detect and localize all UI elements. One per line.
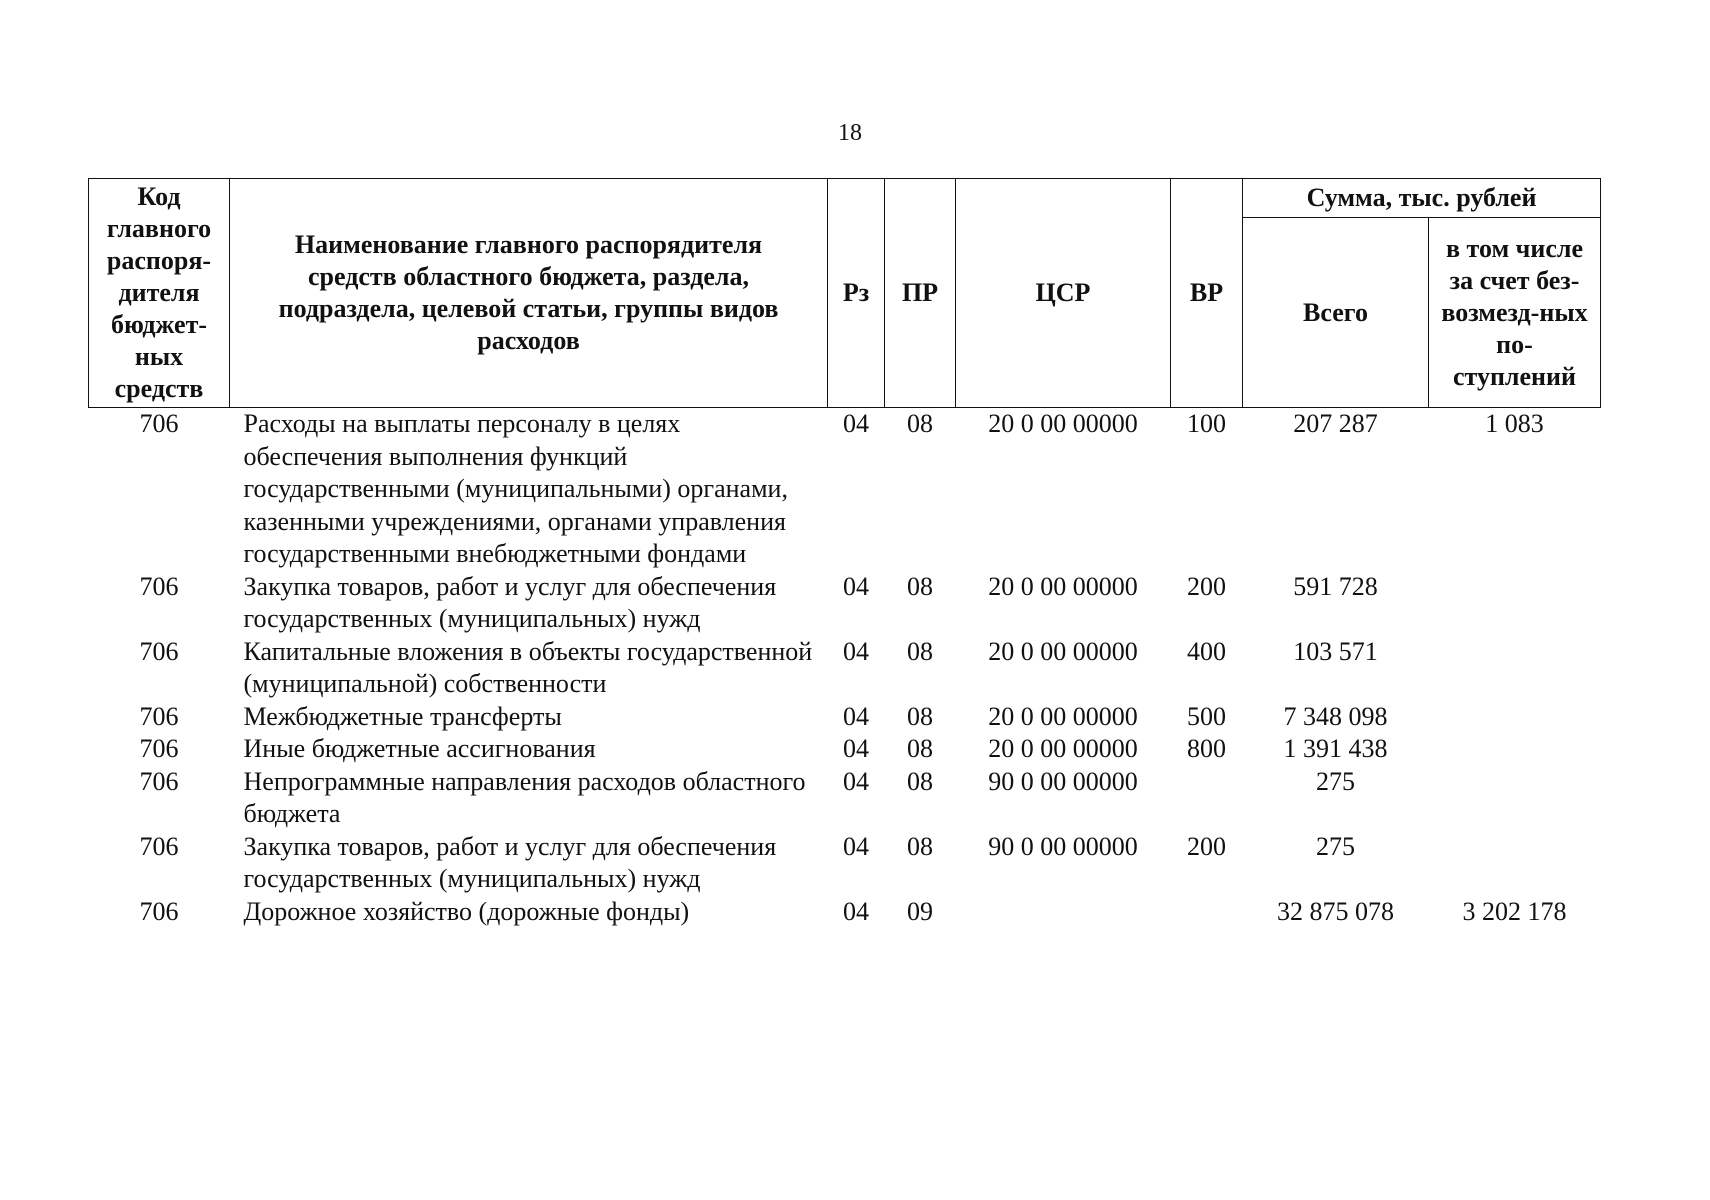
cell-rz: 04 <box>843 831 869 861</box>
cell-pr: 08 <box>907 701 933 731</box>
cell-code: 706 <box>139 409 179 438</box>
cell-rz: 04 <box>843 734 869 763</box>
header-vr: ВР <box>1171 179 1243 408</box>
cell-csr <box>956 896 1171 929</box>
cell-pr: 08 <box>907 766 933 796</box>
cell-name: Иные бюджетные ассигнования <box>243 734 596 763</box>
page-number: 18 <box>838 120 862 146</box>
cell-code: 706 <box>139 734 179 763</box>
table-row <box>89 571 1601 636</box>
cell-rz: 04 <box>843 409 869 438</box>
cell-csr: 20 0 00 00000 <box>988 571 1138 601</box>
cell-gratuitous <box>1429 701 1601 734</box>
header-pr: ПР <box>885 179 956 408</box>
cell-name: Закупка товаров, работ и услуг для обеспечения государственных (муниципальных) нужд <box>243 831 777 893</box>
cell-vr: 400 <box>1187 636 1226 666</box>
cell-total: 275 <box>1316 766 1355 796</box>
cell-rz: 04 <box>843 701 869 731</box>
table-header <box>89 179 1601 408</box>
cell-vr: 200 <box>1187 571 1226 601</box>
cell-csr: 20 0 00 00000 <box>988 701 1138 731</box>
cell-vr <box>1171 766 1243 831</box>
cell-pr: 09 <box>907 896 933 926</box>
table-row <box>89 896 1601 929</box>
cell-gratuitous: 1 083 <box>1485 409 1544 438</box>
cell-csr: 20 0 00 00000 <box>988 734 1138 763</box>
table-row <box>89 408 1601 571</box>
header-csr: ЦСР <box>956 179 1171 408</box>
cell-vr: 100 <box>1187 409 1226 438</box>
table-row <box>89 733 1601 766</box>
cell-csr: 90 0 00 00000 <box>988 831 1138 861</box>
cell-vr: 200 <box>1187 831 1226 861</box>
cell-gratuitous <box>1429 831 1601 896</box>
cell-name: Дорожное хозяйство (дорожные фонды) <box>243 896 690 926</box>
table-row <box>89 766 1601 831</box>
cell-rz: 04 <box>843 766 869 796</box>
budget-table <box>88 178 1601 928</box>
header-name: Наименование главного распорядителя средств областного бюджета, раздела, подраздела, целевой статьи, группы видов расходов <box>230 179 828 408</box>
cell-code: 706 <box>139 896 179 926</box>
cell-gratuitous: 3 202 178 <box>1462 896 1567 926</box>
header-sum: Сумма, тыс. рублей <box>1243 179 1601 218</box>
cell-total: 207 287 <box>1293 409 1378 438</box>
cell-csr: 20 0 00 00000 <box>988 636 1138 666</box>
cell-pr: 08 <box>907 734 933 763</box>
cell-total: 591 728 <box>1293 571 1378 601</box>
cell-gratuitous <box>1429 766 1601 831</box>
cell-total: 7 348 098 <box>1283 701 1388 731</box>
cell-code: 706 <box>139 701 179 731</box>
cell-total: 32 875 078 <box>1277 896 1394 926</box>
header-gratuitous: в том числе за счет без-возмезд-ных по-ступлений <box>1429 218 1601 408</box>
cell-csr: 90 0 00 00000 <box>988 766 1138 796</box>
cell-vr: 500 <box>1187 701 1226 731</box>
cell-gratuitous <box>1429 733 1601 766</box>
cell-rz: 04 <box>843 571 869 601</box>
cell-pr: 08 <box>907 409 933 438</box>
cell-name: Закупка товаров, работ и услуг для обеспечения государственных (муниципальных) нужд <box>243 571 777 633</box>
cell-code: 706 <box>139 831 179 861</box>
cell-pr: 08 <box>907 636 933 666</box>
table-row <box>89 831 1601 896</box>
table-row <box>89 636 1601 701</box>
cell-total: 1 391 438 <box>1283 734 1388 763</box>
cell-code: 706 <box>139 571 179 601</box>
cell-rz: 04 <box>843 636 869 666</box>
cell-code: 706 <box>139 766 179 796</box>
cell-total: 275 <box>1316 831 1355 861</box>
cell-name: Расходы на выплаты персоналу в целях обеспечения выполнения функций государственными (муниципальными) органами, казенными учреждениями, органами управления государственными внебюджетными фондами <box>243 409 788 568</box>
table-row <box>89 701 1601 734</box>
cell-name: Межбюджетные трансферты <box>243 701 562 731</box>
header-total: Всего <box>1243 218 1429 408</box>
table-body <box>89 408 1601 929</box>
cell-csr: 20 0 00 00000 <box>988 409 1138 438</box>
cell-vr: 800 <box>1187 734 1226 763</box>
cell-pr: 08 <box>907 571 933 601</box>
cell-pr: 08 <box>907 831 933 861</box>
header-code: Код главного распоря-дителя бюджет-ных средств <box>89 179 230 408</box>
cell-name: Капитальные вложения в объекты государственной (муниципальной) собственности <box>243 636 813 698</box>
cell-total: 103 571 <box>1293 636 1378 666</box>
cell-vr <box>1171 896 1243 929</box>
cell-name: Непрограммные направления расходов областного бюджета <box>243 766 806 828</box>
cell-code: 706 <box>139 636 179 666</box>
cell-rz: 04 <box>843 896 869 926</box>
header-rz: Рз <box>828 179 885 408</box>
cell-gratuitous <box>1429 636 1601 701</box>
cell-gratuitous <box>1429 571 1601 636</box>
